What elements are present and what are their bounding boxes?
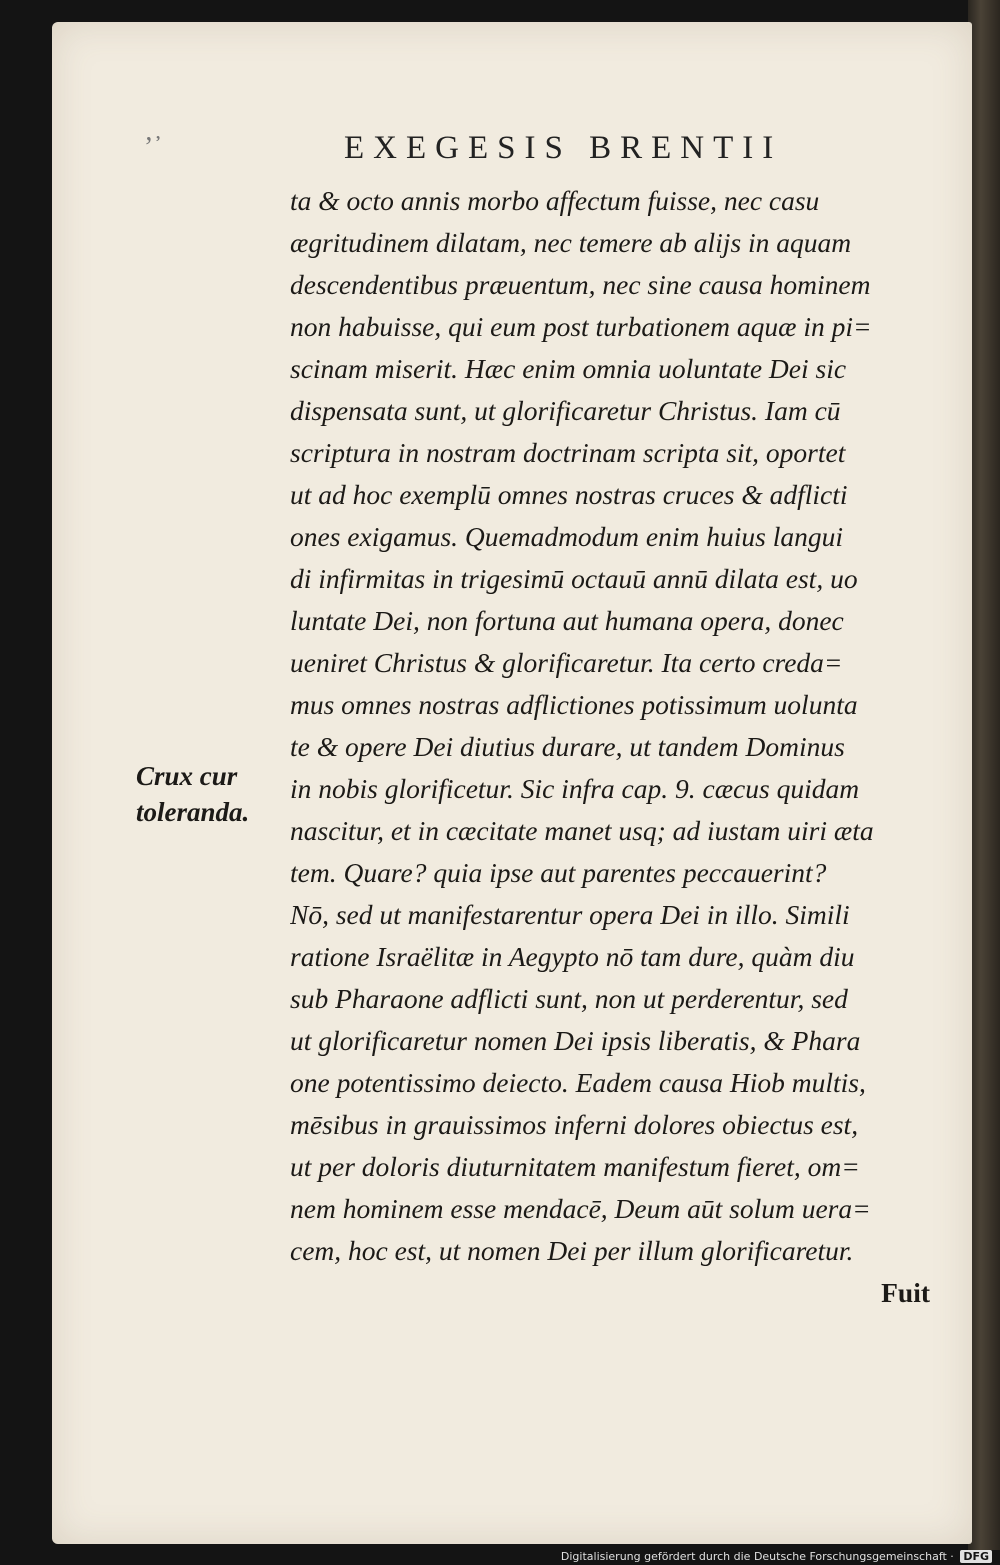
book-page (52, 22, 972, 1544)
margin-note-line: Crux cur (136, 761, 238, 791)
text-line: ueniret Christus & glorificaretur. Ita certo creda= (290, 647, 843, 678)
running-head: EXEGESIS BRENTII (344, 130, 783, 166)
corner-mark: ’᾽ (144, 132, 163, 163)
body-text (290, 180, 930, 1314)
catchword: Fuit (881, 1277, 930, 1308)
text-line: di infirmitas in trigesimū octauū annū dilata est, uo (290, 563, 858, 594)
text-line: cem, hoc est, ut nomen Dei per illum glorificaretur. (290, 1235, 854, 1266)
text-line: ægritudinem dilatam, nec temere ab alijs in aquam (290, 227, 852, 258)
text-line: te & opere Dei diutius durare, ut tandem Dominus (290, 731, 845, 762)
digitization-credit (561, 1550, 992, 1563)
text-line: mus omnes nostras adflictiones potissimum uolunta (290, 689, 858, 720)
text-line: non habuisse, qui eum post turbationem aquæ in pi= (290, 311, 872, 342)
text-line: luntate Dei, non fortuna aut humana opera, donec (290, 605, 844, 636)
text-line: ut per doloris diuturnitatem manifestum fieret, om= (290, 1151, 860, 1182)
text-line: mēsibus in grauissimos inferni dolores obiectus est, (290, 1109, 859, 1140)
dfg-logo-icon: DFG (960, 1550, 992, 1563)
text-line: nem hominem esse mendacē, Deum aūt solum uera= (290, 1193, 871, 1224)
text-line: dispensata sunt, ut glorificaretur Christus. Iam cū (290, 395, 841, 426)
text-line: tem. Quare? quia ipse aut parentes peccauerint? (290, 857, 827, 888)
credit-text: Digitalisierung gefördert durch die Deutsche Forschungsgemeinschaft · (560, 1550, 954, 1563)
text-line: in nobis glorificetur. Sic infra cap. 9. cæcus quidam (290, 773, 860, 804)
text-line: scriptura in nostram doctrinam scripta sit, oportet (290, 437, 846, 468)
text-line: ut ad hoc exemplū omnes nostras cruces & adflicti (290, 479, 848, 510)
text-line: Nō, sed ut manifestarentur opera Dei in illo. Simili (290, 899, 850, 930)
margin-note-line: toleranda. (136, 797, 250, 827)
text-line: one potentissimo deiecto. Eadem causa Hiob multis, (290, 1067, 866, 1098)
text-line: scinam miserit. Hæc enim omnia uoluntate Dei sic (290, 353, 847, 384)
text-line: descendentibus præuentum, nec sine causa hominem (290, 269, 871, 300)
margin-note (136, 758, 286, 830)
text-line: nascitur, et in cæcitate manet usq; ad iustam uiri æta (290, 815, 874, 846)
text-line: ratione Israëlitæ in Aegypto nō tam dure, quàm diu (290, 941, 855, 972)
book-edge (968, 0, 1000, 1550)
text-line: ones exigamus. Quemadmodum enim huius langui (290, 521, 843, 552)
text-line: ta & octo annis morbo affectum fuisse, nec casu (290, 185, 820, 216)
text-line: sub Pharaone adflicti sunt, non ut perderentur, sed (290, 983, 848, 1014)
text-line: ut glorificaretur nomen Dei ipsis liberatis, & Phara (290, 1025, 861, 1056)
